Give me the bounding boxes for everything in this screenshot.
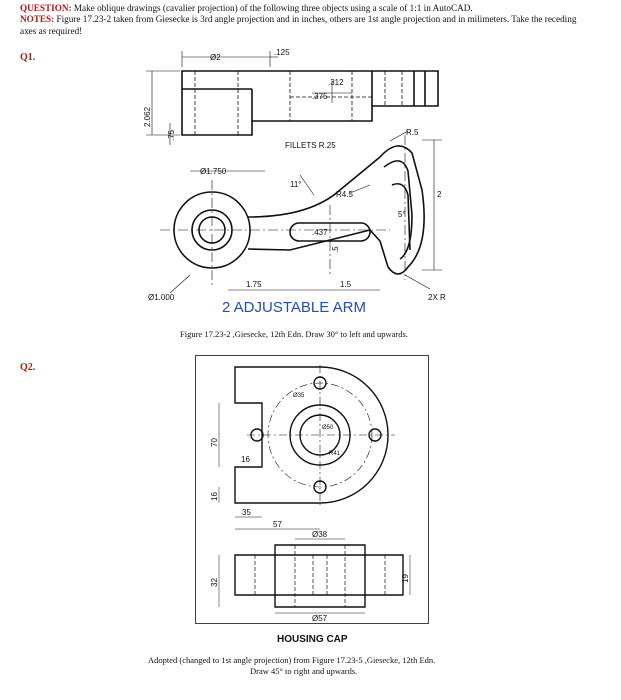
q1-title: 2 ADJUSTABLE ARM <box>222 299 366 316</box>
dim-d70: 70 <box>210 438 219 447</box>
q2-caption-2: Draw 45° to right and upwards. <box>250 666 358 676</box>
question-lead: QUESTION: <box>20 3 72 13</box>
center-lines <box>160 135 405 285</box>
housing-cap-drawing <box>195 355 435 645</box>
dimension-lines <box>146 51 442 290</box>
notes-line <box>20 14 580 37</box>
dim-d16b: 16 <box>210 492 219 501</box>
dim-ang5: 5° <box>398 210 406 219</box>
hidden-lines <box>195 71 402 135</box>
dim-d2: Ø2 <box>210 53 221 62</box>
top-view-outline <box>182 71 438 135</box>
dim-r45: R4.5 <box>336 190 353 199</box>
notes-text: Figure 17.23-2 taken from Giesecke is 3rd angle projection and in inches, others are 1st angle projection and in milimeters. Take the receding axes as required! <box>20 14 577 36</box>
notes-lead: NOTES: <box>20 14 55 25</box>
dim-r5: R.5 <box>406 128 419 137</box>
dim-d935: Ø35 <box>293 393 305 399</box>
question-header <box>20 3 580 37</box>
question-text: Make oblique drawings (cavalier projection) of the following three objects using a scale of 1:1 in AutoCAD. <box>73 3 473 13</box>
dim-d375: .375 <box>312 92 328 101</box>
dim-d50: Ø50 <box>322 425 334 431</box>
dim-ang11: 11° <box>290 180 302 189</box>
q2-title: HOUSING CAP <box>277 634 348 645</box>
dim-d57: 57 <box>273 520 282 529</box>
question-line <box>20 3 580 14</box>
dim-d15: 1.5 <box>340 280 352 289</box>
q1-label: Q1. <box>20 52 36 63</box>
dim-d19: 19 <box>401 574 410 583</box>
dim-d2062: 2.062 <box>143 106 152 127</box>
q2-label: Q2. <box>20 362 36 373</box>
dim-d2xr: 2X R <box>428 293 446 302</box>
dim-r41: R41 <box>329 451 341 457</box>
dim-d75: .75 <box>167 129 176 141</box>
dim-d175: 1.75 <box>246 280 262 289</box>
dim-d5: .5 <box>331 246 340 253</box>
dim-d312: .312 <box>328 78 344 87</box>
dim-d938: Ø38 <box>312 530 328 539</box>
front-view-outline <box>174 146 424 274</box>
fillets-note: FILLETS R.25 <box>285 141 336 150</box>
dim-d35: 35 <box>242 508 251 517</box>
housing-center-lines <box>247 365 395 505</box>
drawing-frame <box>196 356 429 624</box>
dim-d125: .125 <box>274 48 290 57</box>
housing-bottom-view <box>235 545 403 607</box>
dim-d1000: Ø1.000 <box>148 293 175 302</box>
leaders <box>170 131 430 293</box>
dim-d16a: 16 <box>241 455 250 464</box>
q1-caption: Figure 17.23-2 ,Giesecke, 12th Edn. Draw 30° to left and upwards. <box>180 329 408 339</box>
dim-d32: 32 <box>210 578 219 587</box>
dim-d1750: Ø1.750 <box>200 167 227 176</box>
dim-d2v: 2 <box>437 190 442 199</box>
dim-d437: .437 <box>312 228 328 237</box>
dim-d957: Ø57 <box>312 614 328 623</box>
q2-caption-1: Adopted (changed to 1st angle projection) from Figure 17.23-5 ,Giesecke, 12th Edn. <box>148 655 436 665</box>
adjustable-arm-drawing <box>140 45 460 320</box>
